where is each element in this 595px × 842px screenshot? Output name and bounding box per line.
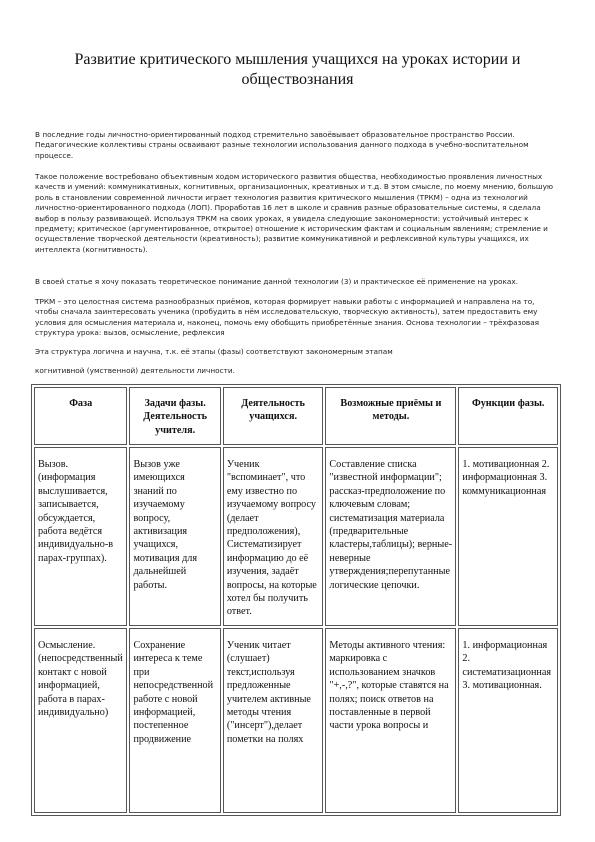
paragraph-purpose: В своей статье я хочу показать теоретическое понимание данной технологии (3) и практическое её применение на уроках. — [35, 277, 519, 286]
paragraph-structure-cont: когнитивной (умственной) деятельности личности. — [35, 366, 235, 375]
cell-functions: 1. информационная 2. систематизационная 3. мотивационная. — [458, 628, 558, 813]
header-teacher-tasks: Задачи фазы. Деятельность учителя. — [129, 387, 220, 445]
paragraph-context: Такое положение востребовано объективным ходом исторического развития общества, необходимостью проявления личностных качеств и умений: коммуникативных, когнитивных, организационных, креативных и т.д. В этом смысле, по моему мнению, большую роль в становлении современной личности играет технология развития критического мышления (ТРКМ) – одна из технологий личностно-ориентированного подхода (ЛОП). Проработав 16 лет в школе и сравнив разные образовательные системы, я сделала выбор в пользу развивающей. Используя ТРКМ на своих уроках, я увидела следующие закономерности: устойчивый интерес к предмету; критическое (аргументированное, открытое) отношение к историческим фактам и социальным явлениям; стремление и осуществление творческой деятельности (креативность); развитие коммуникативной и рефлексивной культуры учащихся, их интеллекта (когнитивность). — [35, 172, 554, 254]
paragraph-structure: Эта структура логична и научна, т.к. её этапы (фазы) соответствуют закономерным этапам — [35, 347, 393, 356]
cell-methods: Методы активного чтения: маркировка с использованием значков "+,-,?", которые ставятся на полях; поиск ответов на поставленные в первой части урока вопросы и — [325, 628, 456, 813]
header-methods: Возможные приёмы и методы. — [325, 387, 456, 445]
cell-student-activity: Ученик "вспоминает", что ему известно по изучаемому вопросу (делает предположения), Систематизирует информацию до её изучения, задаёт вопросы, на которые хотел бы получить ответ. — [223, 447, 324, 626]
cell-teacher-tasks: Сохранение интереса к теме при непосредственной работе с новой информацией, постепенное продвижение — [129, 628, 220, 813]
cell-teacher-tasks: Вызов уже имеющихся знаний по изучаемому вопросу, активизация учащихся, мотивация для дальнейшей работы. — [129, 447, 220, 626]
paragraph-intro: В последние годы личностно-ориентированный подход стремительно завоёвывает образовательное пространство России. Педагогические коллективы страны осваивают разные технологии использования данного подхода в учебно-воспитательном процессе. — [35, 130, 529, 160]
document-title: Развитие критического мышления учащихся на уроках истории и обществознания — [74, 51, 521, 88]
table-row — [34, 628, 558, 813]
cell-functions: 1. мотивационная 2. информационная 3. коммуникационная — [458, 447, 558, 626]
header-student-activity: Деятельность учащихся. — [223, 387, 324, 445]
cell-student-activity: Ученик читает (слушает) текст,используя предложенные учителем активные методы чтения ("инсерт"),делает пометки на полях — [223, 628, 324, 813]
cell-phase: Вызов. (информация выслушивается, записывается, обсуждается, работа ведётся индивидуально-в парах-группах). — [34, 447, 127, 626]
cell-phase: Осмысление. (непосредственный контакт с новой информацией, работа в парах-индивидуально) — [34, 628, 127, 813]
table-header-row — [34, 387, 558, 445]
header-functions: Функции фазы. — [458, 387, 558, 445]
phases-table — [31, 384, 561, 816]
paragraph-definition: ТРКМ – это целостная система разнообразных приёмов, которая формирует навыки работы с информацией и направлена на то, чтобы сначала заинтересовать ученика (пробудить в нём исследовательскую, творческую активность), затем предоставить ему условия для осмысления материала и, наконец, помочь ему обобщить приобретённые знания. Основа технологии – трёхфазовая структура урока: вызов, осмысление, рефлексия — [35, 297, 540, 338]
header-phase: Фаза — [34, 387, 127, 445]
table-row — [34, 447, 558, 626]
cell-methods: Составление списка "известной информации"; рассказ-предположение по ключевым словам; систематизация материала (предварительные кластеры,таблицы); верные-неверные утверждения;перепутанные логические цепочки. — [325, 447, 456, 626]
